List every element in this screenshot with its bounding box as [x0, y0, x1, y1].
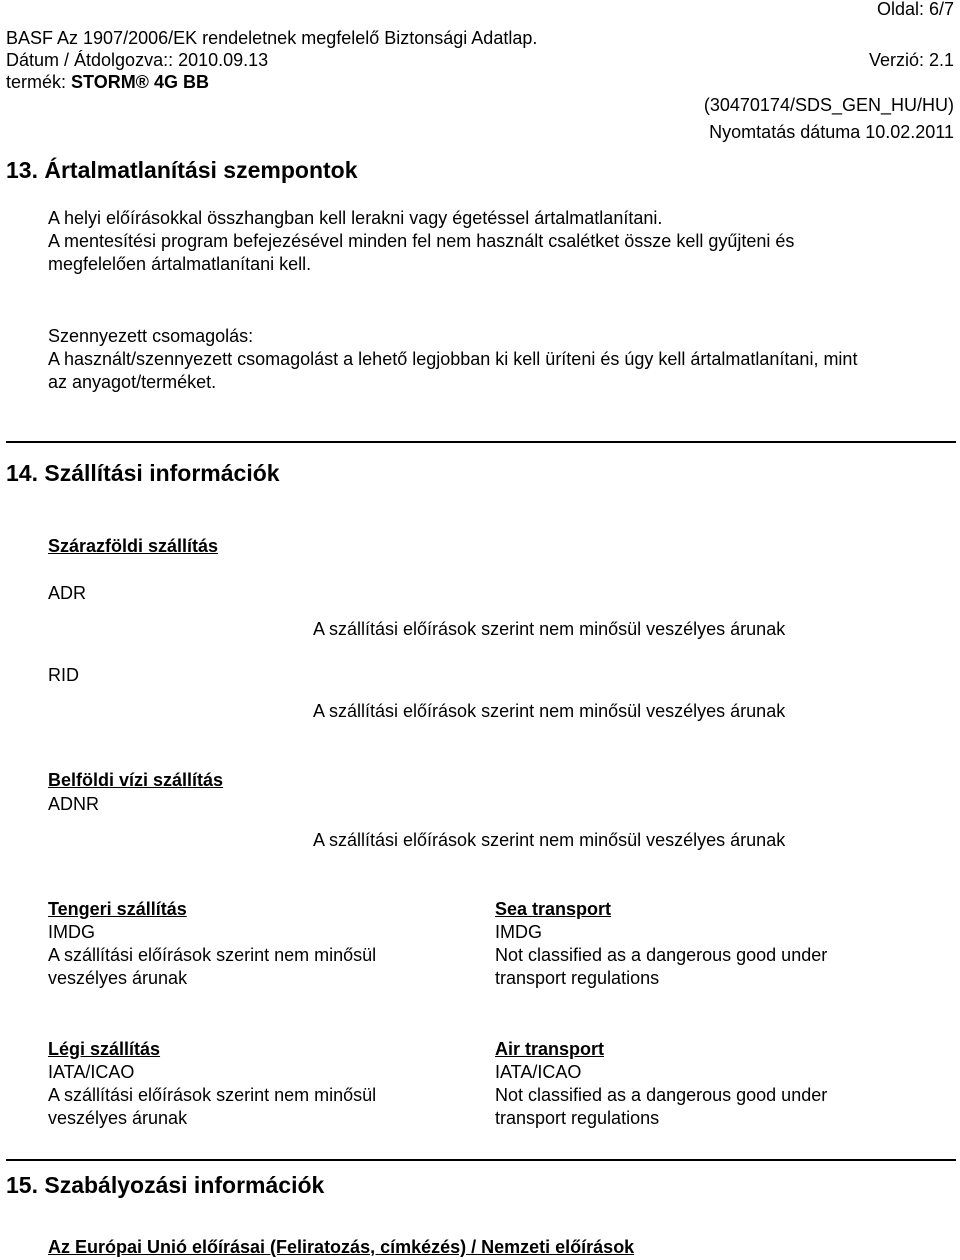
section-15-title: 15. Szabályozási információk: [6, 1172, 325, 1198]
transport-code: IATA/ICAO: [495, 1062, 582, 1082]
transport-code: IMDG: [48, 922, 95, 942]
text-line: megfelelően ártalmatlanítani kell.: [48, 254, 312, 274]
adnr-label: ADNR: [48, 794, 100, 814]
text-line: Not classified as a dangerous good under: [495, 1085, 828, 1105]
air-transport-en: [495, 1038, 827, 1130]
text-line: veszélyes árunak: [48, 968, 188, 988]
sea-transport-hu: [48, 898, 376, 990]
sea-transport-heading-hu: Tengeri szállítás: [48, 899, 187, 919]
text-line: veszélyes árunak: [48, 1108, 188, 1128]
product-name: STORM® 4G BB: [71, 72, 209, 92]
text-line: A helyi előírásokkal összhangban kell lerakni vagy égetéssel ártalmatlanítani.: [48, 208, 663, 228]
text-line: transport regulations: [495, 968, 660, 988]
text-line: Not classified as a dangerous good under: [495, 945, 828, 965]
document-title: BASF Az 1907/2006/EK rendeletnek megfelelő Biztonsági Adatlap.: [6, 28, 538, 48]
text-line: A szállítási előírások szerint nem minősül: [48, 945, 377, 965]
sea-transport-en: [495, 898, 827, 990]
section-13-title: 13. Ártalmatlanítási szempontok: [6, 157, 358, 183]
air-transport-heading-en: Air transport: [495, 1039, 605, 1059]
adr-label: ADR: [48, 583, 87, 603]
transport-code: IMDG: [495, 922, 542, 942]
packaging-label: Szennyezett csomagolás:: [48, 326, 254, 346]
version: Verzió: 2.1: [868, 50, 954, 70]
revision-date: Dátum / Átdolgozva:: 2010.09.13: [6, 50, 269, 70]
text-line: transport regulations: [495, 1108, 660, 1128]
adnr-value: A szállítási előírások szerint nem minősül veszélyes árunak: [313, 830, 786, 850]
print-date: Nyomtatás dátuma 10.02.2011: [709, 122, 954, 142]
eu-regulations-heading: Az Európai Unió előírásai (Feliratozás, címkézés) / Nemzeti előírások: [48, 1237, 635, 1257]
section-14-title: 14. Szállítási információk: [6, 460, 280, 486]
rid-value: A szállítási előírások szerint nem minősül veszélyes árunak: [313, 701, 786, 721]
product-line: [6, 71, 209, 93]
air-transport-hu: [48, 1038, 376, 1130]
inland-waterway-heading: Belföldi vízi szállítás: [48, 770, 224, 790]
section-divider: [6, 441, 956, 443]
text-line: A szállítási előírások szerint nem minősül: [48, 1085, 377, 1105]
contaminated-packaging: [48, 325, 857, 394]
section-13-body: [48, 207, 794, 276]
land-transport-heading: Szárazföldi szállítás: [48, 536, 219, 556]
rid-label: RID: [48, 665, 79, 685]
page-number: Oldal: 6/7: [876, 0, 954, 19]
document-code: (30470174/SDS_GEN_HU/HU): [703, 95, 954, 115]
air-transport-heading-hu: Légi szállítás: [48, 1039, 161, 1059]
text-line: A mentesítési program befejezésével minden fel nem használt csalétket össze kell gyűjteni és: [48, 231, 795, 251]
adr-value: A szállítási előírások szerint nem minősül veszélyes árunak: [313, 619, 786, 639]
product-prefix: termék:: [6, 72, 72, 92]
section-divider: [6, 1159, 956, 1161]
text-line: A használt/szennyezett csomagolást a lehető legjobban ki kell üríteni és úgy kell ártalmatlanítani, mint: [48, 349, 858, 369]
transport-code: IATA/ICAO: [48, 1062, 135, 1082]
text-line: az anyagot/terméket.: [48, 372, 217, 392]
sea-transport-heading-en: Sea transport: [495, 899, 612, 919]
